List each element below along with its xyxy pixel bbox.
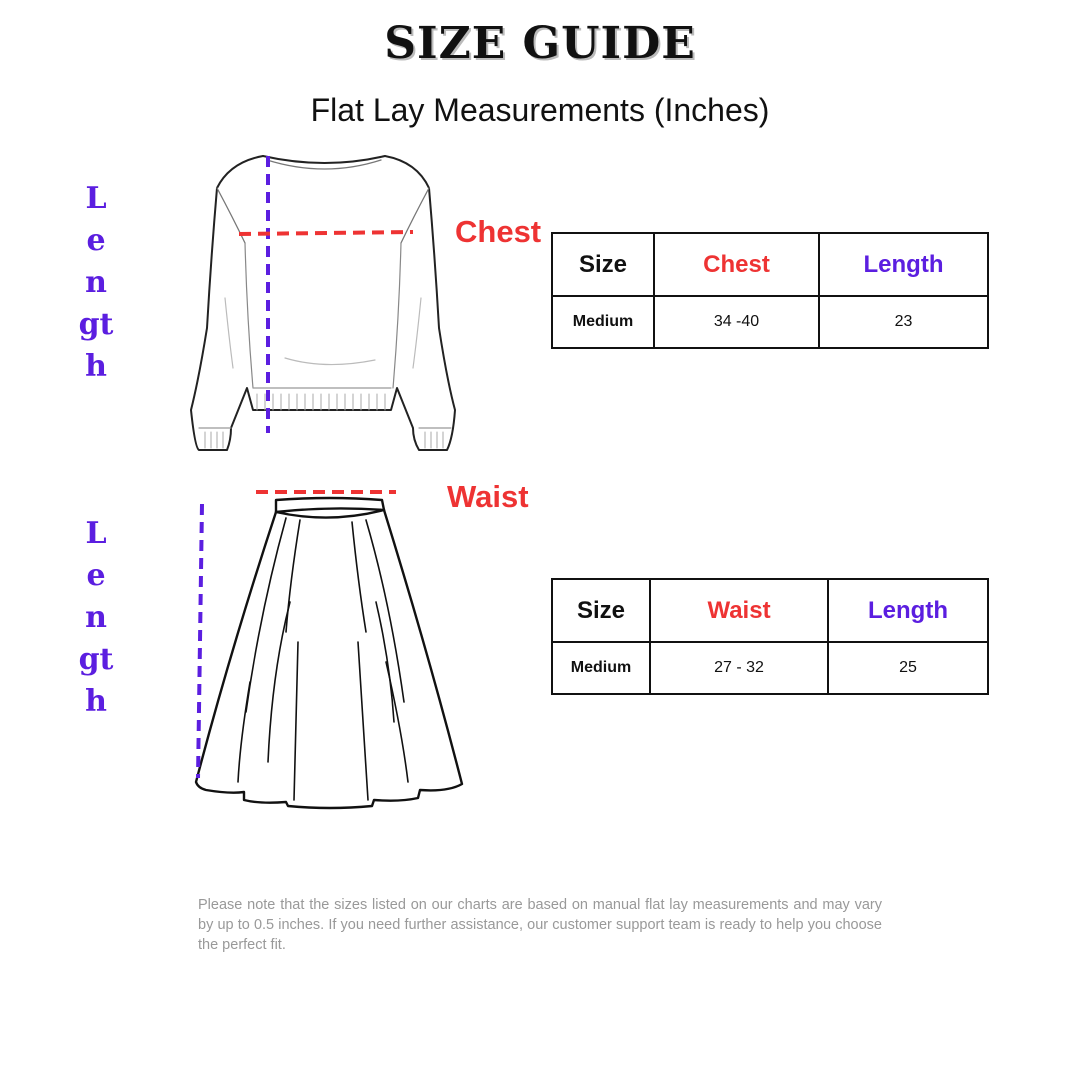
sweater-size-table <box>551 232 989 349</box>
header-size: Size <box>552 579 650 642</box>
cell-length: 23 <box>819 296 988 348</box>
header-waist: Waist <box>650 579 828 642</box>
table-header-row <box>552 233 988 296</box>
table-row <box>552 296 988 348</box>
page-subtitle: Flat Lay Measurements (Inches) <box>310 92 770 128</box>
table-row <box>552 642 988 694</box>
header-length: Length <box>819 233 988 296</box>
header-chest: Chest <box>654 233 819 296</box>
cell-size: Medium <box>552 296 654 348</box>
cell-waist: 27 - 32 <box>650 642 828 694</box>
header-length: Length <box>828 579 988 642</box>
skirt-size-table <box>551 578 989 695</box>
sweater-length-label: Length <box>78 181 114 384</box>
header-size: Size <box>552 233 654 296</box>
page-title: SIZE GUIDE <box>384 18 696 69</box>
disclaimer-note: Please note that the sizes listed on our charts are based on manual flat lay measurements and may vary by up to 0.5 inches. If you need further assistance, our customer support team is ready to help you choose the perfect fit. <box>198 897 882 953</box>
cell-size: Medium <box>552 642 650 694</box>
waist-callout: Waist <box>447 479 529 514</box>
chest-callout: Chest <box>455 214 542 249</box>
cell-length: 25 <box>828 642 988 694</box>
skirt-length-label: Length <box>78 516 114 719</box>
table-header-row <box>552 579 988 642</box>
cell-chest: 34 -40 <box>654 296 819 348</box>
sweater-illustration-icon <box>185 148 465 463</box>
skirt-illustration-icon <box>190 482 470 812</box>
